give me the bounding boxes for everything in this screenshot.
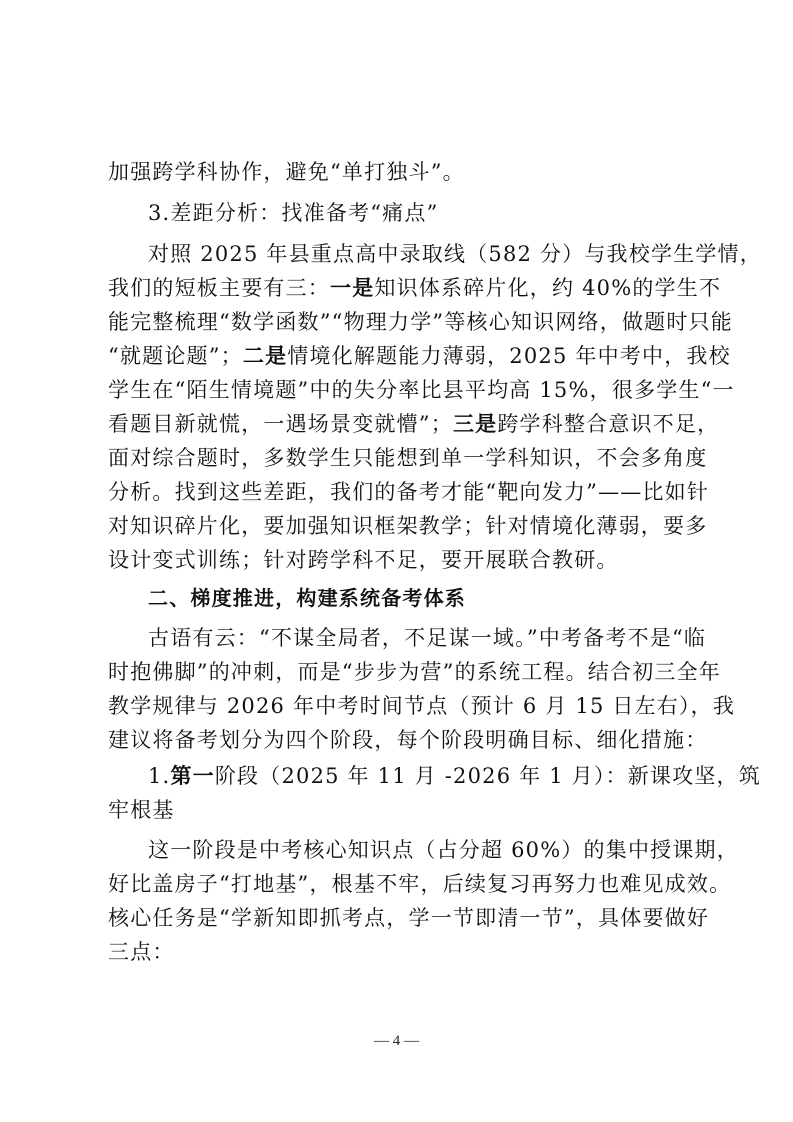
text-line: 能完整梳理“数学函数”“物理力学”等核心知识网络，做题时只能 xyxy=(108,310,733,334)
text-line: 建议将备考划分为四个阶段，每个阶段明确目标、细化措施： xyxy=(108,728,708,752)
text-line: 时抱佛脚”的冲刺，而是“步步为营”的系统工程。结合初三全年 xyxy=(108,660,722,684)
emphasis-third: 三是 xyxy=(452,411,498,436)
text-run: 跨学科整合意识不足， xyxy=(497,412,720,436)
text-line: 核心任务是“学新知即抓考点，学一节即清一节”，具体要做好 xyxy=(108,906,710,930)
text-run: 1. xyxy=(148,764,171,788)
text-line: 教学规律与 2026 年中考时间节点（预计 6 月 15 日左右），我 xyxy=(108,694,736,718)
text-line: 好比盖房子“打地基”，根基不牢，后续复习再努力也难见成效。 xyxy=(108,872,732,896)
emphasis-second: 二是 xyxy=(242,343,288,368)
text-run: 我们的短板主要有三： xyxy=(108,276,330,300)
text-line: 设计变式训练；针对跨学科不足，要开展联合教研。 xyxy=(108,548,619,572)
text-line: 对照 2025 年县重点高中录取线（582 分）与我校学生学情， xyxy=(148,242,762,266)
text-line: 古语有云：“不谋全局者，不足谋一域。”中考备考不是“临 xyxy=(148,626,707,650)
text-run: 看题目新就慌，一遇场景变就懵”； xyxy=(108,412,453,436)
text-line: 加强跨学科协作，避免“单打独斗”。 xyxy=(108,160,465,184)
section-heading: 二、梯度推进，构建系统备考体系 xyxy=(148,586,466,610)
subheading-gap-analysis: 3.差距分析：找准备考“痛点” xyxy=(148,201,439,225)
emphasis-first: 一是 xyxy=(330,275,375,300)
text-line: 面对综合题时，多数学生只能想到单一学科知识，不会多角度 xyxy=(108,446,708,470)
text-line: 三点： xyxy=(108,940,175,964)
text-line: 分析。找到这些差距，我们的备考才能“靶向发力”——比如针 xyxy=(108,480,710,504)
stage-heading-cont: 牢根基 xyxy=(108,798,175,822)
text-run: 知识体系碎片化，约 40%的学生不 xyxy=(374,276,722,300)
text-line xyxy=(108,410,719,438)
text-line xyxy=(108,342,731,370)
text-line xyxy=(108,274,721,302)
text-line: 学生在“陌生情境题”中的失分率比县平均高 15%，很多学生“一 xyxy=(108,378,735,402)
text-run: “就题论题”； xyxy=(108,344,243,368)
page-number: — 4 — xyxy=(374,1033,419,1049)
emphasis-stage: 第一 xyxy=(170,763,215,788)
text-run: 情境化解题能力薄弱，2025 年中考中，我校 xyxy=(287,344,731,368)
text-line: 这一阶段是中考核心知识点（占分超 60%）的集中授课期， xyxy=(148,838,739,862)
text-line: 对知识碎片化，要加强知识框架教学；针对情境化薄弱，要多 xyxy=(108,514,708,538)
text-run: 阶段（2025 年 11 月 -2026 年 1 月）：新课攻坚，筑 xyxy=(214,764,761,788)
stage-heading xyxy=(148,762,761,790)
